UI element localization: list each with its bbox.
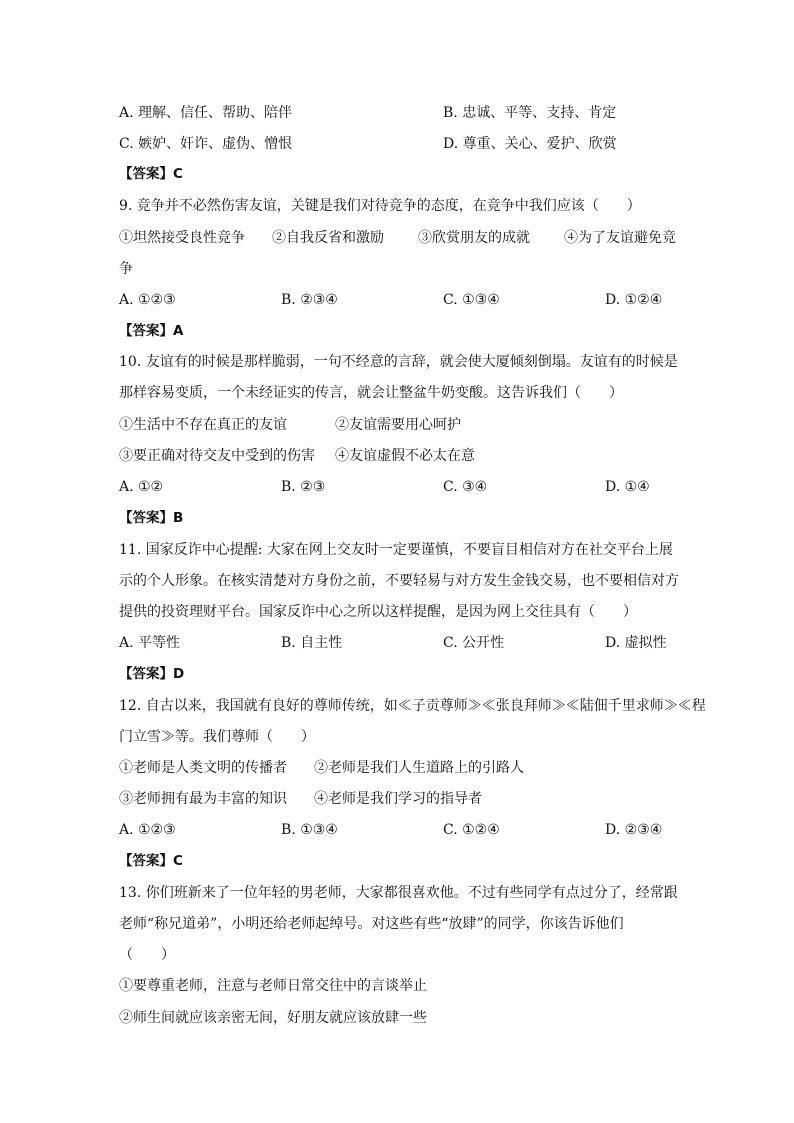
option-a: A. ①②③ (119, 292, 176, 308)
statement-2: ②友谊需要用心呵护 (335, 417, 461, 433)
statement-1: ①生活中不存在真正的友谊 (119, 417, 287, 433)
option-c: C. ③④ (443, 479, 488, 495)
option-c: C. 公开性 (443, 635, 505, 651)
statement-4: ④友谊虚假不必太在意 (335, 448, 475, 464)
answer: 【答案】C (119, 853, 183, 869)
option-d: D. 尊重、关心、爱护、欣赏 (443, 136, 617, 152)
statement-2: ②老师是我们人生道路上的引路人 (314, 760, 524, 776)
question-stem-line: 10. 友谊有的时候是那样脆弱，一句不经意的言辞，就会使大厦倾刻倒塌。友谊有的时候是 (119, 354, 678, 370)
statement-4: ④老师是我们学习的指导者 (314, 791, 482, 807)
answer: 【答案】D (119, 666, 185, 682)
option-b: B. 自主性 (281, 635, 343, 651)
statement-3: ③欣赏朋友的成就 (418, 230, 530, 246)
question-stem-line: 门立雪≫等。我们尊师（ ） (119, 729, 315, 745)
question-stem-line: 示的个人形象。在核实清楚对方身份之前，不要轻易与对方发生金钱交易，也不要相信对方 (119, 573, 679, 589)
question-stem-line: 13. 你们班新来了一位年轻的男老师，大家都很喜欢他。不过有些同学有点过分了，经常跟 (119, 885, 678, 901)
statement-2: ②自我反省和激励 (272, 230, 384, 246)
statement-3: ③要正确对待交友中受到的伤害 (119, 448, 315, 464)
question-stem-line: 老师“称兄道弟”，小明还给老师起绰号。对这些有些“放肆”的同学，你该告诉他们 (119, 916, 624, 932)
option-d: D. 虚拟性 (605, 635, 667, 651)
option-b: B. ①③④ (281, 822, 338, 838)
option-c: C. ①③④ (443, 292, 500, 308)
option-a: A. 理解、信任、帮助、陪伴 (119, 105, 293, 121)
answer: 【答案】A (119, 323, 184, 339)
question-stem-line: 那样容易变质，一个未经证实的传言，就会让整盆牛奶变酸。这告诉我们（ ） (119, 385, 623, 401)
option-d: D. ①④ (605, 479, 650, 495)
question-stem-line: （ ） (119, 947, 175, 963)
option-a: A. 平等性 (119, 635, 181, 651)
option-b: B. 忠诚、平等、支持、肯定 (443, 105, 617, 121)
option-c: C. 嫉妒、奸诈、虚伪、憎恨 (119, 136, 293, 152)
option-b: B. ②③ (281, 479, 326, 495)
option-a: A. ①②③ (119, 822, 176, 838)
answer: 【答案】C (119, 166, 183, 182)
statement-4: ④为了友谊避免竞 (564, 230, 676, 246)
statement-1: ①要尊重老师，注意与老师日常交往中的言谈举止 (119, 978, 427, 994)
question-stem-line: 12. 自古以来，我国就有良好的尊师传统，如≪子贡尊师≫≪张良拜师≫≪陆佃千里求师≫≪程 (119, 698, 706, 714)
answer: 【答案】B (119, 510, 184, 526)
option-a: A. ①② (119, 479, 164, 495)
statement-continuation: 争 (119, 261, 133, 277)
question-stem-line: 提供的投资理财平台。国家反诈中心之所以这样提醒，是因为网上交往具有（ ） (119, 604, 637, 620)
option-b: B. ②③④ (281, 292, 338, 308)
option-d: D. ②③④ (605, 822, 663, 838)
option-c: C. ①②④ (443, 822, 500, 838)
statement-2: ②师生间就应该亲密无间，好朋友就应该放肆一些 (119, 1010, 427, 1026)
statement-3: ③老师拥有最为丰富的知识 (119, 791, 287, 807)
statement-1: ①老师是人类文明的传播者 (119, 760, 287, 776)
question-stem-line: 11. 国家反诈中心提醒: 大家在网上交友时一定要谨慎，不要盲目相信对方在社交平台上展 (119, 542, 673, 558)
statement-1: ①坦然接受良性竞争 (119, 230, 245, 246)
option-d: D. ①②④ (605, 292, 663, 308)
question-stem: 9. 竞争并不必然伤害友谊，关键是我们对待竞争的态度，在竞争中我们应该（ ） (119, 198, 641, 214)
